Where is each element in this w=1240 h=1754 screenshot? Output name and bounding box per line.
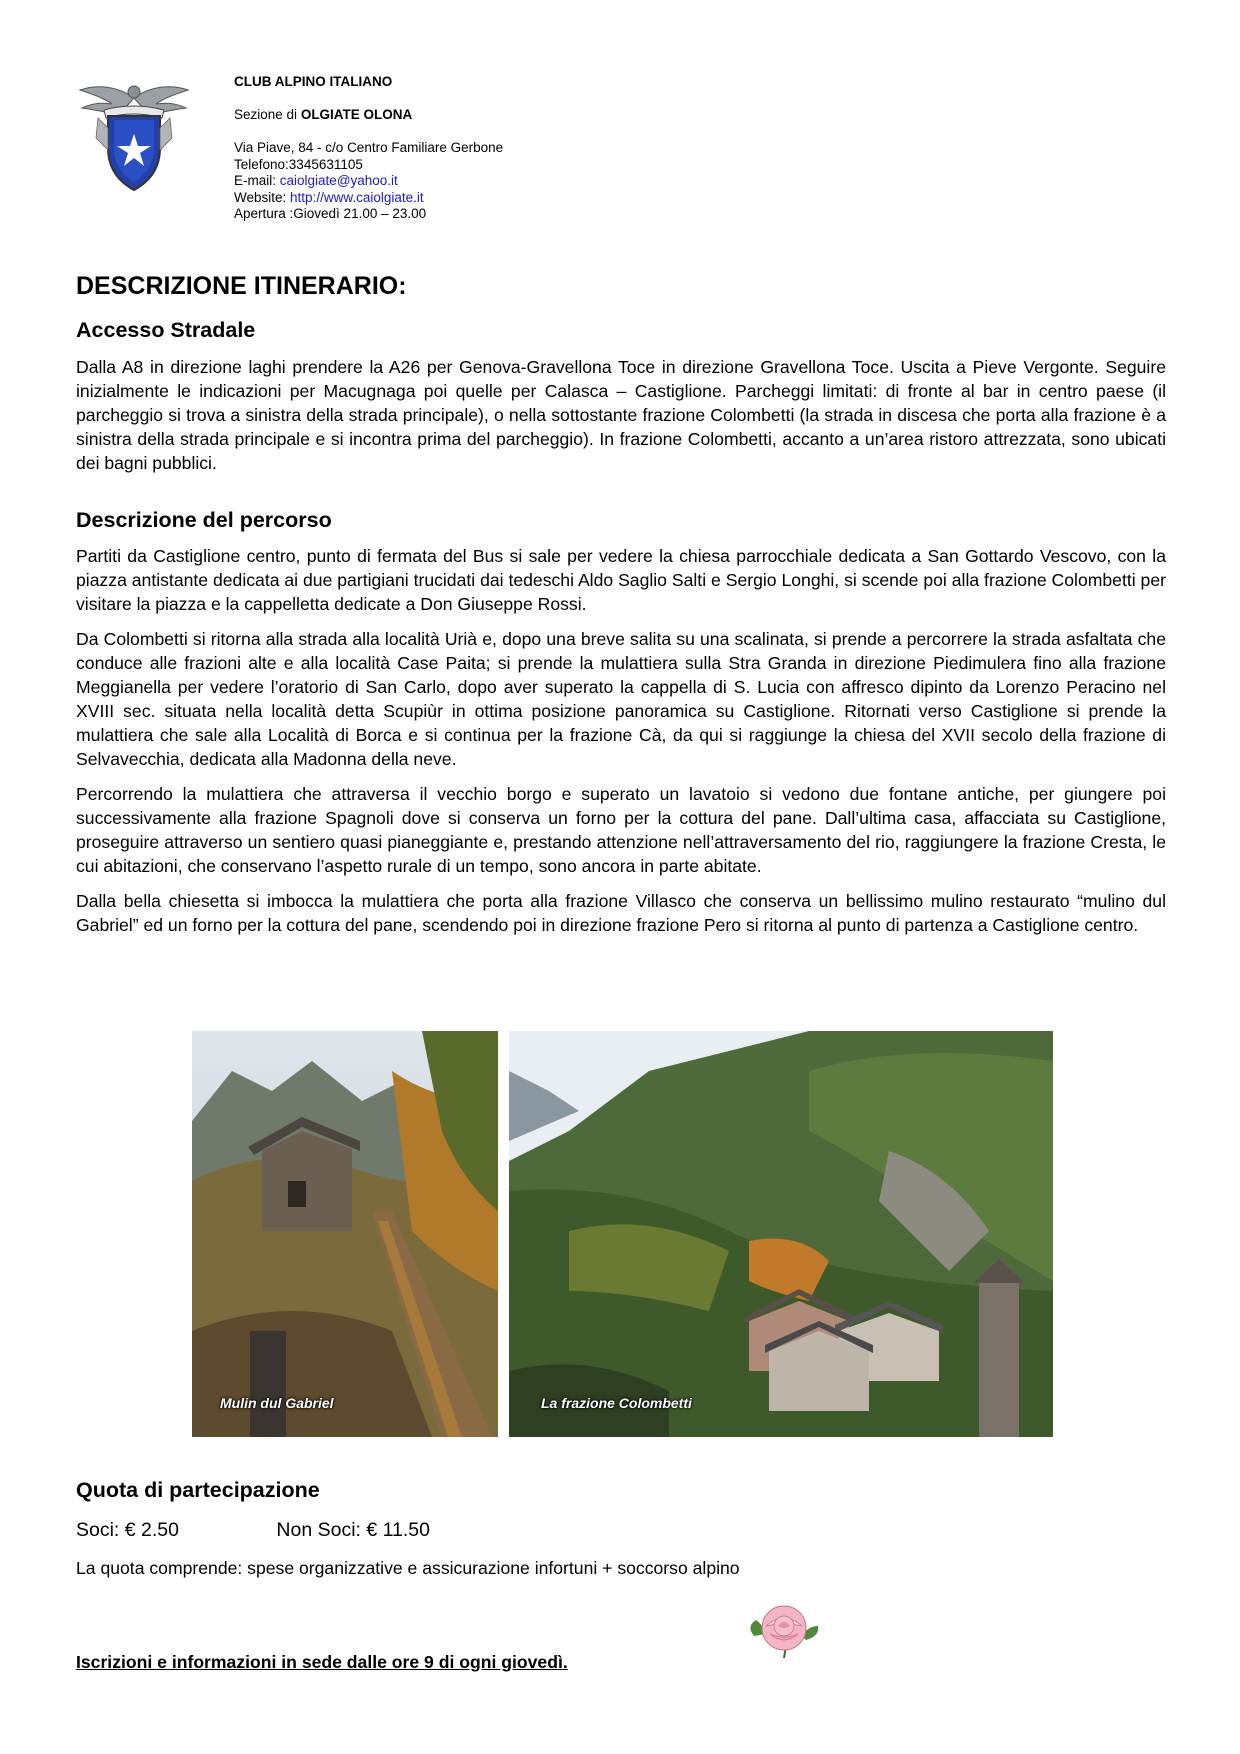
- price-soci: Soci: € 2.50: [76, 1519, 179, 1541]
- fee-heading: Quota di partecipazione: [76, 1478, 320, 1502]
- route-paragraph: Dalla bella chiesetta si imbocca la mulattiera che porta alla frazione Villasco che conserva un bellissimo mulino restaurato “mulino dul Gabriel” ed un forno per la cottura del pane, scendendo poi in direzione frazione Pero si ritorna al punto di partenza a Castiglione centro.: [76, 891, 1166, 935]
- route-paragraph: Percorrendo la mulattiera che attraversa il vecchio borgo e superato un lavatoio si vedono due fontane antiche, per giungere poi successivamente alla frazione Spagnoli dove si conserva un forno per la cottura del pane. Dall’ultima casa, affacciata su Castiglione, proseguire attraverso un sentiero quasi pianeggiante e, prestando attenzione nell’attraversamento del rio, raggiungere la frazione Cresta, le cui abitazioni, che conservano l’aspetto rurale di un tempo, sono ancora in parte abitate.: [76, 784, 1166, 876]
- access-heading: Accesso Stradale: [76, 318, 256, 342]
- website-link[interactable]: http://www.caiolgiate.it: [290, 189, 424, 205]
- contact-block: [234, 140, 503, 223]
- route-section: [76, 508, 1166, 937]
- cai-logo: [78, 78, 190, 194]
- price-non-soci: Non Soci: € 11.50: [276, 1519, 430, 1541]
- access-section: [76, 318, 1166, 475]
- email-link[interactable]: caiolgiate@yahoo.it: [279, 173, 398, 188]
- signup-notice: Iscrizioni e informazioni in sede dalle ore 9 di ogni giovedì.: [76, 1652, 568, 1672]
- section-name: OLGIATE OLONA: [300, 107, 413, 122]
- route-paragraph: Da Colombetti si ritorna alla strada alla località Urià e, dopo una breve salita su una scalinata, si prende a percorrere la strada asfaltata che conduce alle frazioni alte e alla località Case Paita; si prende la mulattiera sulla Stra Granda in direzione Piedimulera fino alla frazione Meggianella per vedere l’oratorio di San Carlo, dopo aver superato la cappella di S. Lucia con affresco dipinto da Lorenzo Peracino nel XVIII sec. situata nella località detta Scupiùr in ottima posizione panoramica su Castiglione. Ritornati verso Castiglione si prende la mulattiera che sale alla Località di Borca e si continua per la frazione Cà, da qui si raggiunge la chiesa del XVII secolo della frazione di Selvavecchia, dedicata alla Madonna della neve.: [76, 629, 1166, 769]
- club-name: CLUB ALPINO ITALIANO: [234, 74, 393, 89]
- fee-section: [76, 1478, 1166, 1579]
- fee-includes: La quota comprende: spese organizzative e assicurazione infortuni + soccorso alpino: [76, 1558, 740, 1578]
- phone-number: 3345631105: [288, 156, 363, 172]
- email-label: E-mail:: [234, 173, 277, 188]
- photo-mulino: [192, 1031, 498, 1437]
- club-info: [234, 74, 503, 223]
- email-line: [234, 173, 503, 190]
- page-title: DESCRIZIONE ITINERARIO:: [76, 272, 407, 300]
- phone-line: [234, 157, 503, 174]
- website-line: [234, 190, 503, 207]
- access-text: Dalla A8 in direzione laghi prendere la A26 per Genova-Gravellona Toce in direzione Gravellona Toce. Uscita a Pieve Vergonte. Seguire inizialmente le indicazioni per Macugnaga poi quelle per Calasca – Castiglione. Parcheggi limitati: di fronte al bar in centro paese (il parcheggio si trova a sinistra della strada principale), o nella sottostante frazione Colombetti (la strada in discesa che porta alla frazione è a sinistra della strada principale e si incontra prima del parcheggio). In frazione Colombetti, accanto a un’area ristoro attrezzata, sono ubicati dei bagni pubblici.: [76, 357, 1166, 473]
- photo-caption: Mulin dul Gabriel: [220, 1395, 334, 1411]
- route-paragraph: Partiti da Castiglione centro, punto di fermata del Bus si sale per vedere la chiesa parrocchiale dedicata a San Gottardo Vescovo, con la piazza antistante dedicata ai due partigiani trucidati dai tedeschi Aldo Saglio Salti e Sergio Longhi, si scende poi alla frazione Colombetti per visitare la piazza e la cappelletta dedicate a Don Giuseppe Rossi.: [76, 546, 1166, 614]
- fee-prices: [76, 1519, 1166, 1542]
- section-line: [234, 107, 503, 123]
- opening-label: Apertura :: [234, 206, 294, 221]
- address: Via Piave, 84 - c/o Centro Familiare Gerbone: [234, 140, 504, 155]
- section-prefix: Sezione di: [234, 107, 298, 122]
- rose-icon: [744, 1596, 824, 1662]
- photo-colombetti: [509, 1031, 1053, 1437]
- opening-line: [234, 206, 503, 223]
- route-heading: Descrizione del percorso: [76, 508, 332, 532]
- website-label: Website:: [234, 189, 287, 205]
- photo-caption: La frazione Colombetti: [541, 1395, 692, 1411]
- phone-label: Telefono:: [234, 156, 289, 172]
- opening-hours: Giovedì 21.00 – 23.00: [293, 206, 427, 221]
